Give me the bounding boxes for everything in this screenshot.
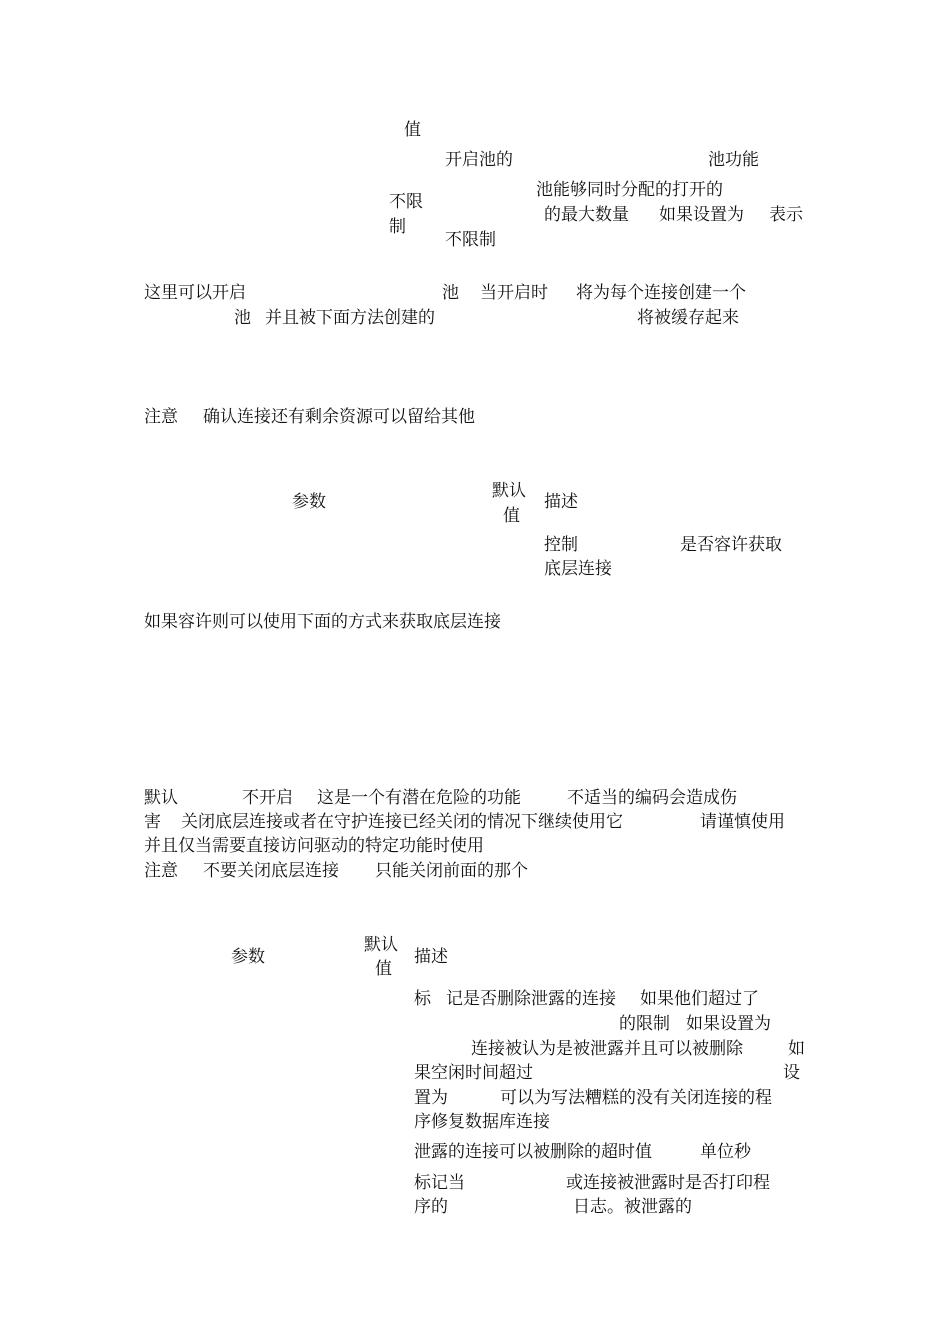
para1-line1-a: 这里可以开启 [144, 283, 246, 303]
para3-line1-c: 这是一个有潜在危险的功能 [317, 788, 521, 808]
table3-row3-line2-b: 日志。被泄露的 [573, 1197, 692, 1217]
table1-row1-desc-b: 池功能 [708, 150, 759, 170]
table2-row1-desc-c: 底层连接 [544, 559, 612, 579]
para3-line4-c: 只能关闭前面的那个 [375, 861, 528, 881]
table1-row2-default-2: 制 [389, 217, 406, 237]
table3-row3-line1-a: 标记当 [414, 1173, 465, 1193]
table1-row2-desc-5: 不限制 [445, 230, 496, 250]
table1-row2-desc-3: 如果设置为 [659, 205, 744, 225]
para1-line2-c: 将被缓存起来 [637, 308, 739, 328]
table2-header-default-1: 默认 [492, 481, 526, 501]
para1-line1-d: 将为每个连接创建一个 [576, 283, 746, 303]
table3-row1-line5-a: 置为 [414, 1088, 448, 1108]
table3-row3-line1-b: 或连接被泄露时是否打印程 [566, 1173, 770, 1193]
table3-row1-line2-b: 如果设置为 [686, 1014, 771, 1034]
para1-line2-b: 并且被下面方法创建的 [265, 308, 435, 328]
para3-line1-b: 不开启 [242, 788, 293, 808]
table3-header-default-1: 默认 [364, 935, 398, 955]
table3-header-param: 参数 [231, 947, 265, 967]
note1-text: 确认连接还有剩余资源可以留给其他 [203, 407, 475, 427]
table1-row2-desc-4: 表示 [769, 205, 803, 225]
para3-line4-b: 不要关闭底层连接 [203, 861, 339, 881]
table3-header-default-2: 值 [375, 959, 392, 979]
table3-row1-line5-b: 可以为写法糟糕的没有关闭连接的程 [500, 1088, 772, 1108]
table2-header-param: 参数 [292, 492, 326, 512]
table3-row1-line6: 序修复数据库连接 [414, 1112, 550, 1132]
table3-header-desc: 描述 [414, 947, 448, 967]
table3-row1-line4-b: 设 [783, 1063, 800, 1083]
table3-row1-line1-b: 记是否删除泄露的连接 [446, 989, 616, 1009]
para3-line4-a: 注意 [144, 861, 178, 881]
table3-row1-line3-a: 连接被认为是被泄露并且可以被删除 [471, 1039, 743, 1059]
table1-row2-desc-2: 的最大数量 [544, 205, 629, 225]
table1-row2-default-1: 不限 [389, 192, 423, 212]
para3-line2-b: 关闭底层连接或者在守护连接已经关闭的情况下继续使用它 [181, 812, 623, 832]
table2-header-default-2: 值 [503, 506, 520, 526]
table1-header-default: 值 [404, 120, 421, 140]
table3-row2-unit: 单位秒 [700, 1142, 751, 1162]
para1-line1-c: 当开启时 [480, 283, 548, 303]
table1-row2-desc-1: 池能够同时分配的打开的 [536, 180, 723, 200]
table3-row1-line1-a: 标 [414, 989, 431, 1009]
para1-line1-b: 池 [442, 283, 459, 303]
para1-line2-a: 池 [234, 308, 251, 328]
table3-row3-line2-a: 序的 [414, 1197, 448, 1217]
table2-row1-desc-b: 是否容许获取 [680, 535, 782, 555]
note1-label: 注意 [144, 407, 178, 427]
table2-row1-desc-a: 控制 [544, 535, 578, 555]
table2-header-desc: 描述 [544, 492, 578, 512]
table3-row1-line3-b: 如 [788, 1039, 805, 1059]
para3-line2-a: 害 [144, 812, 161, 832]
table3-row1-line2-a: 的限制 [619, 1014, 670, 1034]
para3-line2-c: 请谨慎使用 [700, 812, 785, 832]
table3-row1-line1-c: 如果他们超过了 [640, 989, 759, 1009]
table1-row1-desc-a: 开启池的 [445, 150, 513, 170]
table3-row2-desc: 泄露的连接可以被删除的超时值 [414, 1142, 652, 1162]
para3-line3: 并且仅当需要直接访问驱动的特定功能时使用 [144, 836, 484, 856]
para3-line1-d: 不适当的编码会造成伤 [567, 788, 737, 808]
table3-row1-line4-a: 果空闲时间超过 [414, 1063, 533, 1083]
para2-text: 如果容许则可以使用下面的方式来获取底层连接 [144, 612, 501, 632]
para3-line1-a: 默认 [144, 788, 178, 808]
